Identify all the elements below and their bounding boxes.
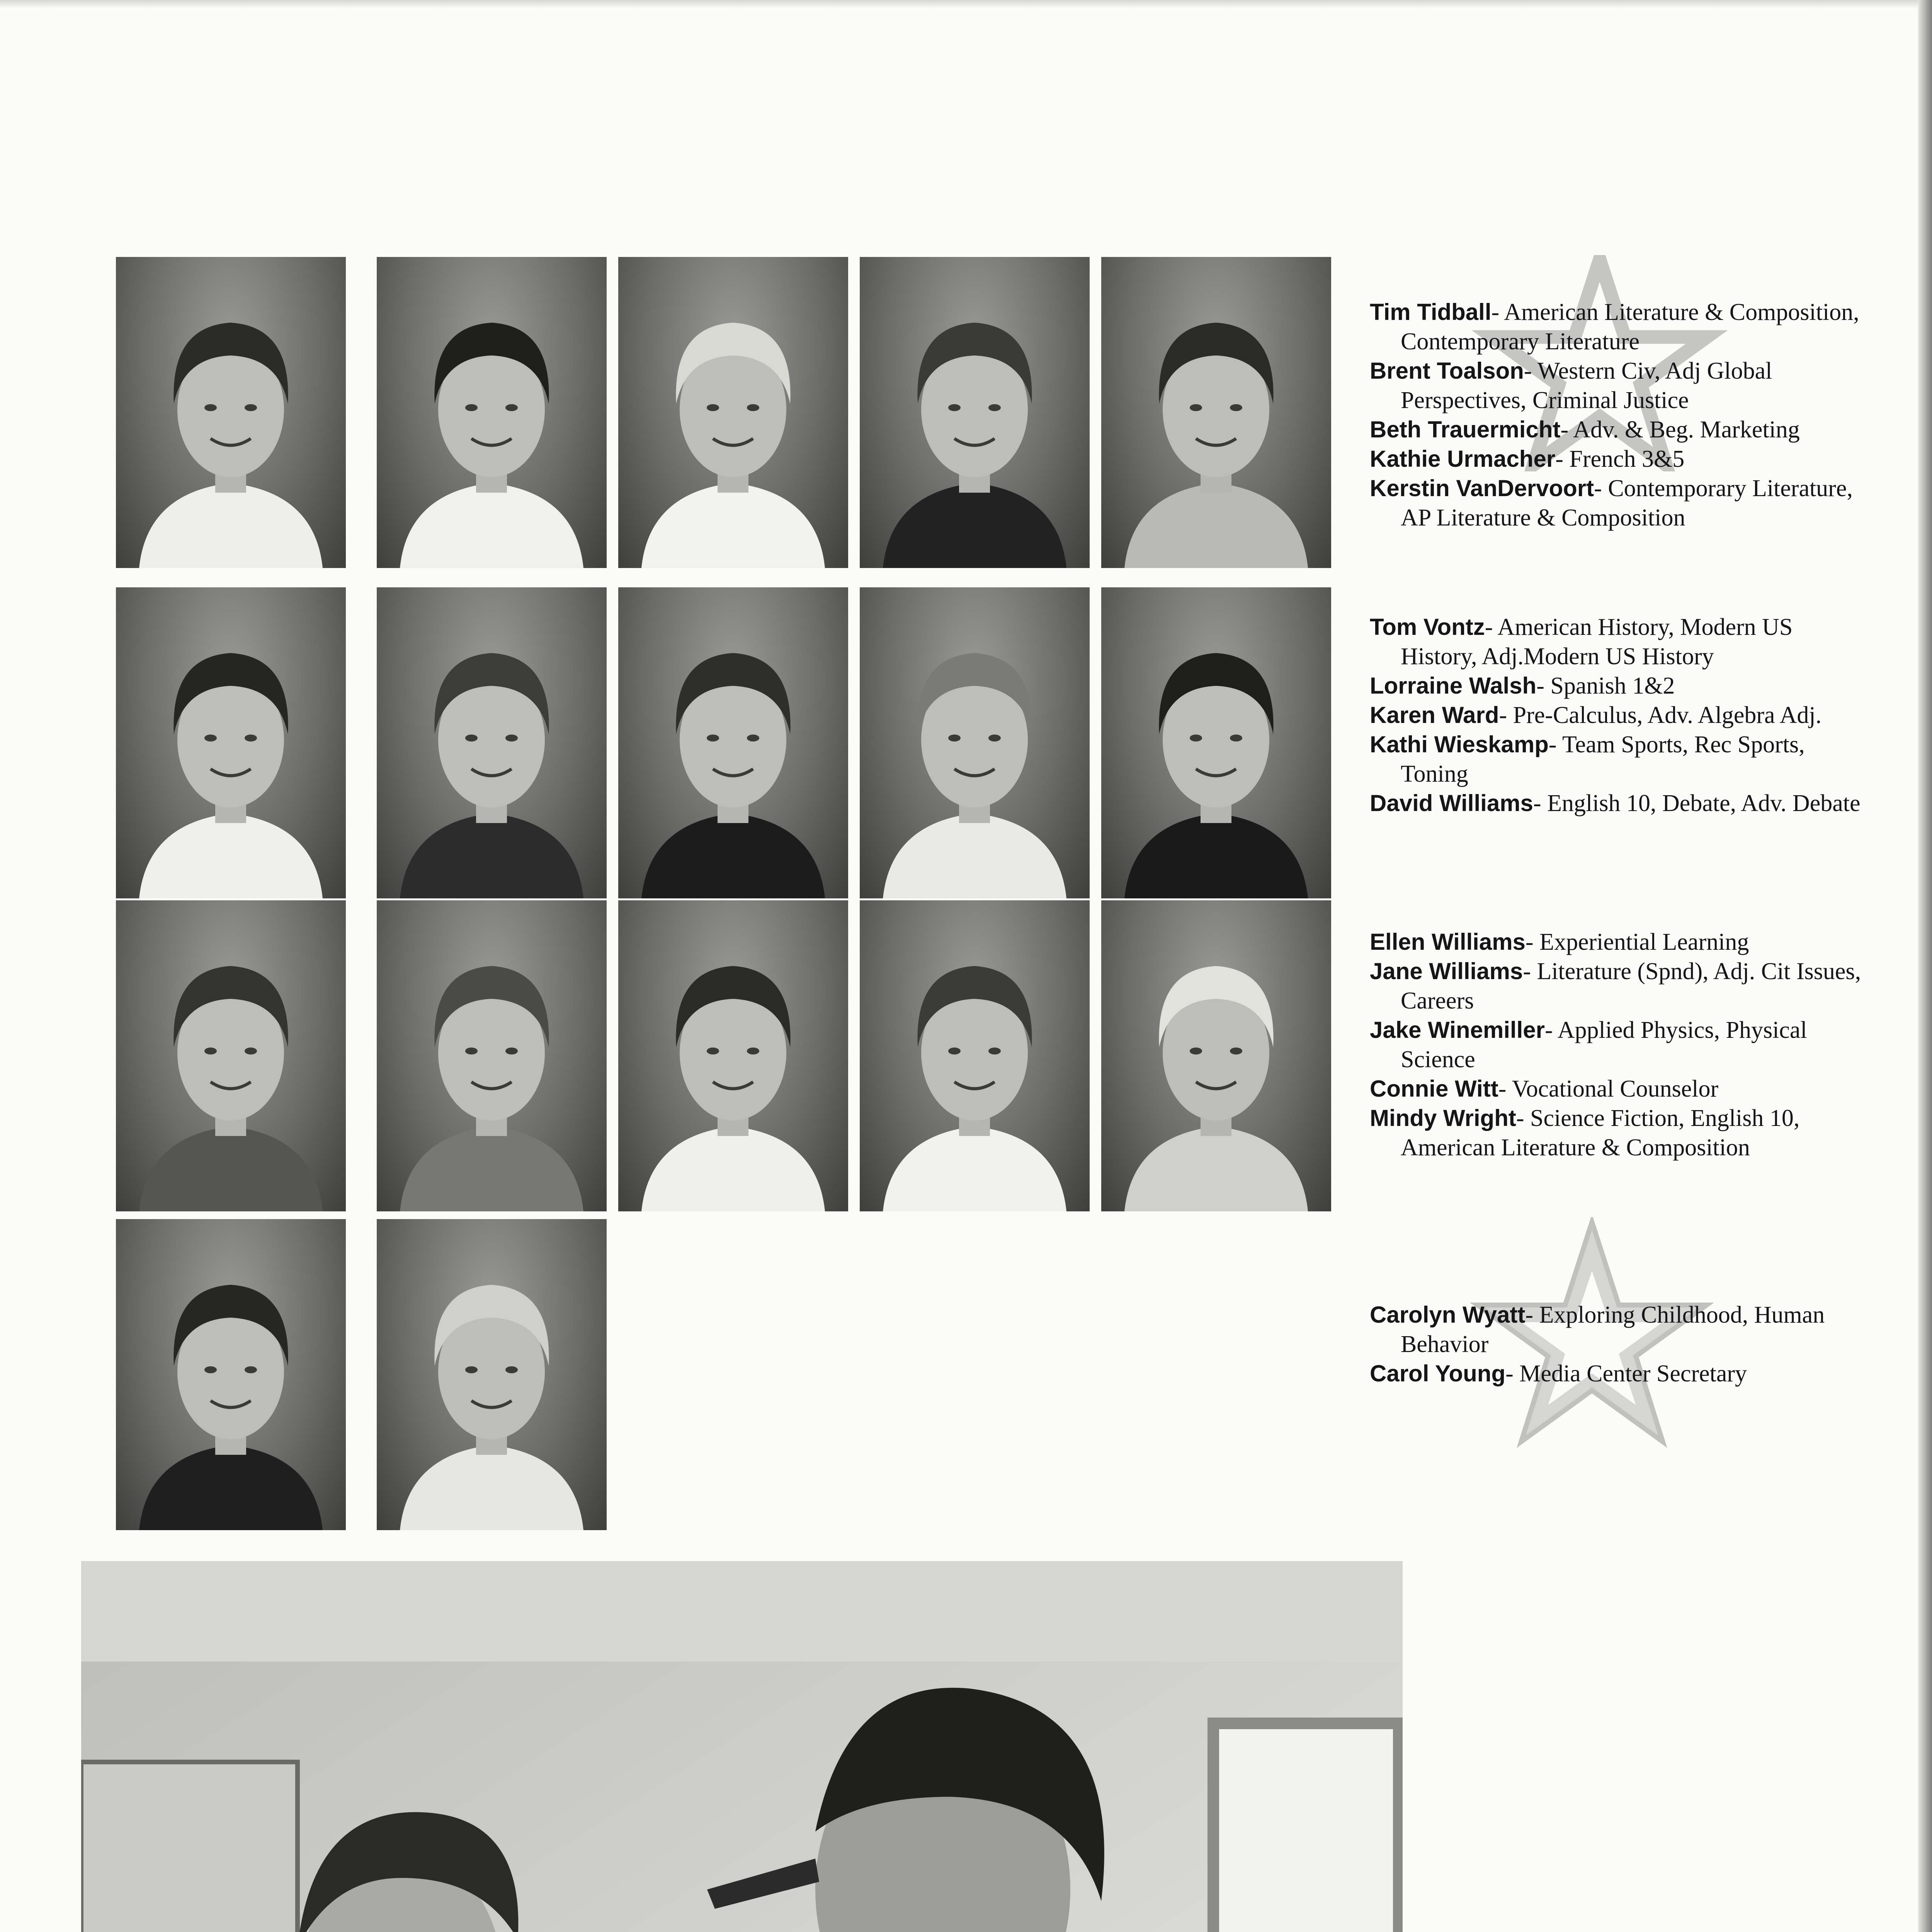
faculty-subjects: - Contemporary Literature, AP Literature & Composition	[1401, 475, 1853, 531]
faculty-subjects: - Experiential Learning	[1525, 929, 1749, 955]
faculty-subjects: - Spanish 1&2	[1536, 673, 1675, 699]
faculty-name: Kathi Wieskamp	[1370, 731, 1549, 757]
faculty-name: David Williams	[1370, 790, 1533, 816]
faculty-subjects: - Vocational Counselor	[1498, 1076, 1719, 1102]
faculty-entry	[1370, 1359, 1872, 1388]
book-spine-shadow	[1918, 0, 1932, 1932]
candid-photo	[81, 1561, 1403, 1932]
faculty-name: Tim Tidball	[1370, 299, 1492, 325]
faculty-entry	[1370, 927, 1872, 957]
faculty-name: Kerstin VanDervoort	[1370, 475, 1594, 501]
faculty-subjects: - Science Fiction, English 10, American Literature & Composition	[1401, 1105, 1800, 1161]
faculty-entry	[1370, 957, 1872, 1015]
faculty-subjects: - American History, Modern US History, Adj.Modern US History	[1401, 614, 1793, 670]
faculty-subjects: - English 10, Debate, Adv. Debate	[1533, 790, 1861, 816]
faculty-subjects: - Exploring Childhood, Human Behavior	[1401, 1302, 1825, 1357]
faculty-portrait	[377, 257, 607, 568]
faculty-subjects: - American Literature & Composition, Contemporary Literature	[1401, 299, 1859, 355]
faculty-name: Lorraine Walsh	[1370, 673, 1537, 699]
faculty-group-1	[1370, 298, 1872, 532]
faculty-subjects: - Western Civ, Adj Global Perspectives, Criminal Justice	[1401, 358, 1772, 413]
faculty-group-3	[1370, 927, 1872, 1162]
faculty-subjects: - French 3&5	[1555, 446, 1685, 472]
faculty-entry	[1370, 356, 1872, 415]
faculty-entry	[1370, 730, 1872, 789]
faculty-entry	[1370, 701, 1872, 730]
faculty-entry	[1370, 298, 1872, 356]
faculty-portrait	[116, 900, 346, 1211]
faculty-portrait	[618, 587, 848, 898]
faculty-name: Connie Witt	[1370, 1076, 1498, 1102]
faculty-name: Tom Vontz	[1370, 614, 1485, 640]
faculty-portrait	[377, 587, 607, 898]
faculty-portrait	[618, 900, 848, 1211]
faculty-name: Brent Toalson	[1370, 358, 1524, 384]
faculty-subjects: - Literature (Spnd), Adj. Cit Issues, Careers	[1401, 958, 1861, 1014]
faculty-portrait	[860, 587, 1090, 898]
faculty-entry	[1370, 1074, 1872, 1104]
faculty-name: Carol Young	[1370, 1361, 1506, 1386]
faculty-subjects: - Team Sports, Rec Sports, Toning	[1401, 731, 1805, 787]
faculty-portrait	[860, 257, 1090, 568]
faculty-subjects: - Media Center Secretary	[1505, 1361, 1747, 1387]
faculty-entry	[1370, 1300, 1872, 1359]
faculty-entry	[1370, 671, 1872, 701]
faculty-name: Ellen Williams	[1370, 929, 1526, 955]
faculty-portrait	[116, 257, 346, 568]
faculty-portrait	[116, 587, 346, 898]
faculty-entry	[1370, 415, 1872, 444]
faculty-portrait	[377, 900, 607, 1211]
faculty-group-4	[1370, 1300, 1872, 1388]
faculty-group-2	[1370, 612, 1872, 818]
faculty-portrait	[1101, 900, 1331, 1211]
faculty-name: Jake Winemiller	[1370, 1017, 1545, 1043]
faculty-entry	[1370, 612, 1872, 671]
portrait-grid	[116, 257, 1337, 1528]
faculty-portrait	[618, 257, 848, 568]
faculty-name: Jane Williams	[1370, 958, 1523, 984]
faculty-subjects: - Pre-Calculus, Adv. Algebra Adj.	[1499, 702, 1822, 728]
faculty-entry	[1370, 474, 1872, 532]
faculty-entry	[1370, 1104, 1872, 1162]
faculty-entry	[1370, 789, 1872, 818]
faculty-portrait	[1101, 257, 1331, 568]
faculty-entry	[1370, 444, 1872, 474]
faculty-name: Kathie Urmacher	[1370, 446, 1556, 472]
faculty-portrait	[377, 1219, 607, 1530]
faculty-name: Carolyn Wyatt	[1370, 1302, 1526, 1328]
faculty-portrait	[860, 900, 1090, 1211]
faculty-name: Karen Ward	[1370, 702, 1499, 728]
faculty-name: Mindy Wright	[1370, 1105, 1516, 1131]
faculty-subjects: - Adv. & Beg. Marketing	[1560, 417, 1800, 443]
faculty-portrait	[116, 1219, 346, 1530]
faculty-subjects: - Applied Physics, Physical Science	[1401, 1017, 1807, 1073]
faculty-entry	[1370, 1015, 1872, 1074]
faculty-name: Beth Trauermicht	[1370, 417, 1561, 442]
page-top-edge	[0, 0, 1932, 9]
faculty-portrait	[1101, 587, 1331, 898]
